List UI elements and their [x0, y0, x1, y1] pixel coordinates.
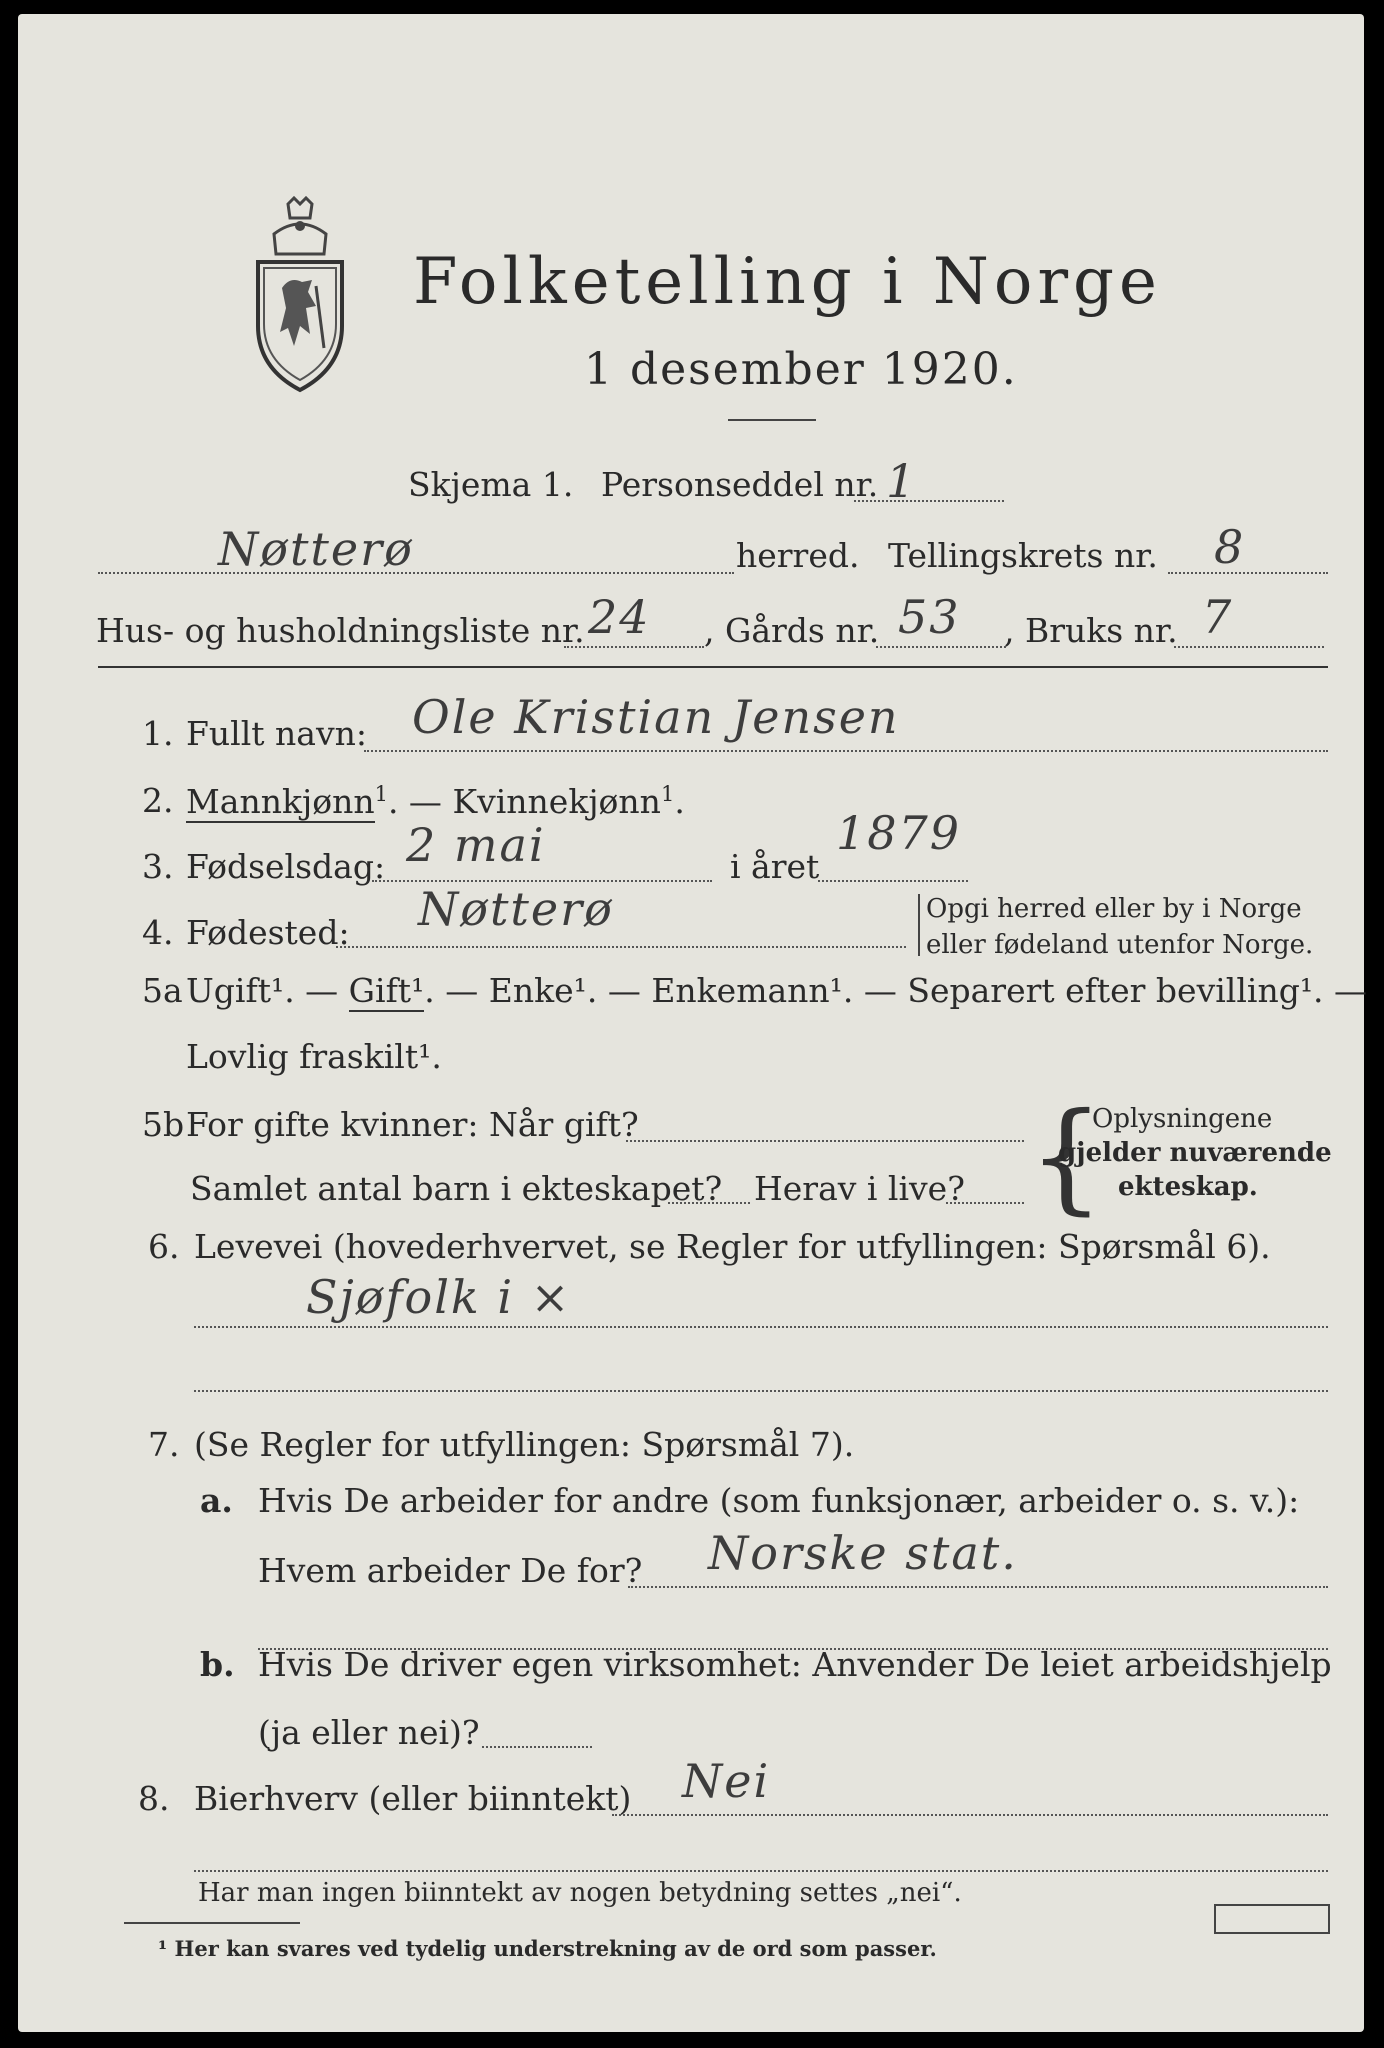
- ugift-option[interactable]: Ugift¹. —: [186, 971, 349, 1010]
- footer-note: Har man ingen biinntekt av nogen betydning settes „nei“.: [198, 1878, 962, 1908]
- gards-field[interactable]: [876, 646, 1006, 648]
- fullt-navn-value: Ole Kristian Jensen: [412, 690, 900, 744]
- title-divider: [728, 419, 816, 421]
- footnote-rule: [124, 1922, 300, 1924]
- tellingskrets-field[interactable]: [1168, 572, 1328, 574]
- herav-i-live-field[interactable]: [946, 1202, 1024, 1204]
- q3-label: Fødselsdag:: [186, 847, 386, 886]
- herred-label: herred.: [736, 536, 860, 575]
- printer-stamp: [1214, 1904, 1330, 1934]
- q5b-note-brace: {: [1028, 1088, 1105, 1227]
- q7a-line1: Hvis De arbeider for andre (som funksjonær, arbeider o. s. v.):: [258, 1481, 1300, 1520]
- gards-label: , Gårds nr.: [704, 611, 880, 650]
- naar-gift-field[interactable]: [626, 1140, 1024, 1142]
- q5a-options: [186, 971, 1368, 1010]
- q6-number: 6.: [148, 1227, 180, 1266]
- q7-label: (Se Regler for utfyllingen: Spørsmål 7).: [194, 1425, 855, 1464]
- q2-options: [186, 782, 685, 821]
- q1-number: 1.: [142, 714, 174, 753]
- fullt-navn-field[interactable]: [364, 750, 1328, 752]
- q1-label: Fullt navn:: [186, 714, 367, 753]
- q5b-number: 5b: [142, 1105, 185, 1144]
- arbeidsgiver-field[interactable]: [628, 1586, 1328, 1588]
- q5a-other-options[interactable]: . — Enke¹. — Enkemann¹. — Separert efter bevilling¹. —: [424, 971, 1368, 1010]
- bruks-label: , Bruks nr.: [1004, 611, 1178, 650]
- q4-number: 4.: [142, 913, 174, 952]
- q5b-note-line2: gjelder nuværende: [1058, 1138, 1332, 1168]
- hus-value: 24: [588, 590, 651, 644]
- bierhverv-field-2[interactable]: [194, 1870, 1328, 1872]
- kvinnekjonn-footnote: 1: [660, 782, 675, 806]
- personseddel-label: Personseddel nr.: [601, 465, 879, 504]
- personseddel-field[interactable]: [854, 500, 1004, 502]
- form-date: 1 desember 1920.: [584, 344, 1018, 395]
- q2-end: .: [674, 782, 685, 821]
- q7-number: 7.: [148, 1425, 180, 1464]
- levevei-field-2[interactable]: [194, 1390, 1328, 1392]
- q7b-line1: Hvis De driver egen virksomhet: Anvender De leiet arbeidshjelp: [258, 1645, 1332, 1684]
- q7a-line2: Hvem arbeider De for?: [258, 1551, 643, 1590]
- bruks-field[interactable]: [1174, 646, 1324, 648]
- q2-number: 2.: [142, 781, 174, 820]
- lovlig-fraskilt-option[interactable]: Lovlig fraskilt¹.: [186, 1037, 442, 1076]
- q5b-note-line1: Oplysningene: [1092, 1104, 1273, 1134]
- q7b-line2: (ja eller nei)?: [258, 1713, 480, 1752]
- kvinnekjonn-option[interactable]: Kvinnekjønn: [452, 782, 661, 821]
- q5b-note-line3: ekteskap.: [1118, 1172, 1258, 1202]
- gards-value: 53: [898, 590, 961, 644]
- header-rule: [98, 666, 1328, 668]
- mannkjonn-footnote: 1: [374, 782, 388, 806]
- fodselsdag-value: 2 mai: [406, 818, 546, 872]
- herav-i-live-label: Herav i live?: [754, 1169, 965, 1208]
- q4-label: Fødested:: [186, 913, 350, 952]
- antal-barn-label: Samlet antal barn i ekteskapet?: [190, 1169, 723, 1208]
- q7b-letter: b.: [200, 1645, 235, 1684]
- herred-field[interactable]: [98, 572, 734, 574]
- arbeidsgiver-value: Norske stat.: [708, 1526, 1018, 1580]
- aret-label: i året: [730, 847, 820, 886]
- naar-gift-label: For gifte kvinner: Når gift?: [186, 1105, 639, 1144]
- q4-note-line1: Opgi herred eller by i Norge: [926, 894, 1302, 924]
- q4-note-bracket: [918, 894, 920, 956]
- hus-label: Hus- og husholdningsliste nr.: [96, 611, 585, 650]
- tellingskrets-label: Tellingskrets nr.: [888, 536, 1158, 575]
- personseddel-value: 1: [886, 454, 918, 508]
- bierhverv-value: Nei: [682, 1754, 771, 1808]
- aret-field[interactable]: [818, 880, 968, 882]
- q3-number: 3.: [142, 847, 174, 886]
- hus-field[interactable]: [564, 646, 704, 648]
- q7a-letter: a.: [200, 1481, 233, 1520]
- mannkjonn-option[interactable]: Mannkjønn: [186, 782, 375, 821]
- q8-number: 8.: [138, 1779, 170, 1818]
- q2-separator: . —: [387, 782, 453, 821]
- levevei-value: Sjøfolk i ⨯: [306, 1270, 572, 1324]
- q4-note-line2: eller fødeland utenfor Norge.: [926, 930, 1314, 960]
- q5a-number: 5a: [142, 971, 183, 1010]
- aret-value: 1879: [836, 806, 962, 860]
- norway-coat-of-arms-icon: [250, 196, 350, 396]
- tellingskrets-value: 8: [1214, 520, 1246, 574]
- bierhverv-field[interactable]: [612, 1814, 1328, 1816]
- bruks-value: 7: [1202, 590, 1234, 644]
- q8-label: Bierhverv (eller biinntekt): [194, 1779, 632, 1818]
- q6-label: Levevei (hovederhvervet, se Regler for utfyllingen: Spørsmål 6).: [194, 1227, 1271, 1266]
- arbeidshjelp-field[interactable]: [482, 1746, 592, 1748]
- herred-value: Nøtterø: [218, 522, 414, 576]
- footnote: ¹ Her kan svares ved tydelig understrekning av de ord som passer.: [158, 1936, 937, 1961]
- gift-option[interactable]: Gift¹: [348, 971, 425, 1010]
- skjema-label: Skjema 1.: [408, 465, 574, 504]
- census-form: [18, 14, 1368, 2032]
- antal-barn-field[interactable]: [668, 1202, 750, 1204]
- form-title: Folketelling i Norge: [413, 245, 1162, 319]
- levevei-field-1[interactable]: [194, 1326, 1328, 1328]
- fodested-field[interactable]: [336, 946, 906, 948]
- fodested-value: Nøtterø: [418, 882, 614, 936]
